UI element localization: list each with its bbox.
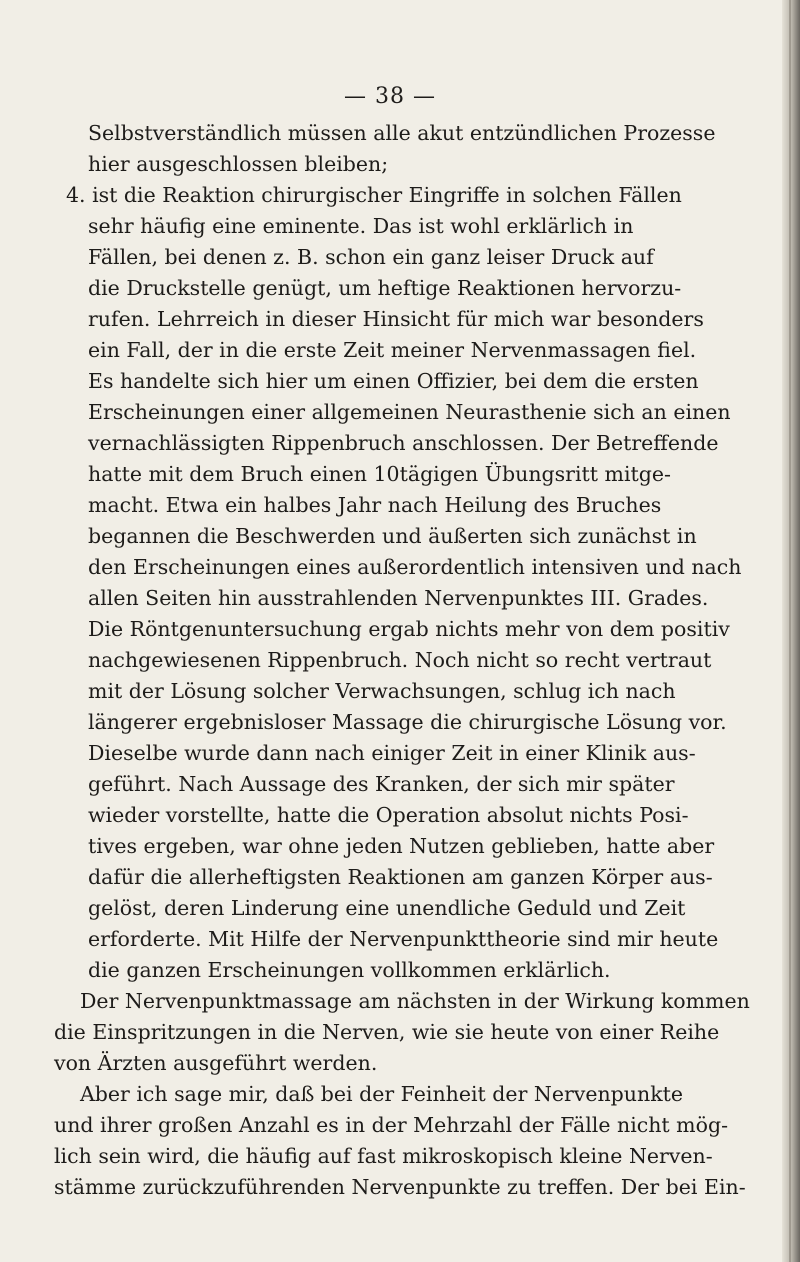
text-line: die Einspritzungen in die Nerven, wie sie heute von einer Reihe [54,1020,720,1044]
text-line: rufen. Lehrreich in dieser Hinsicht für mich war besonders [88,307,704,331]
text-line: geführt. Nach Aussage des Kranken, der sich mir später [88,772,675,796]
text-line: hier ausgeschlossen bleiben; [88,152,389,176]
text-line: und ihrer großen Anzahl es in der Mehrzahl der Fälle nicht mög- [54,1113,729,1137]
text-line: Die Röntgenuntersuchung ergab nichts mehr von dem positiv [88,617,730,641]
text-line: wieder vorstellte, hatte die Operation absolut nichts Posi- [88,803,689,827]
text-line: begannen die Beschwerden und äußerten sich zunächst in [88,524,697,548]
text-line: sehr häufig eine eminente. Das ist wohl erklärlich in [88,214,634,238]
text-line: den Erscheinungen eines außerordentlich intensiven und nach [88,555,742,579]
text-line: 4. ist die Reaktion chirurgischer Eingriffe in solchen Fällen [66,183,682,207]
text-line: mit der Lösung solcher Verwachsungen, schlug ich nach [88,679,676,703]
text-line: längerer ergebnisloser Massage die chirurgische Lösung vor. [88,710,727,734]
text-line: ein Fall, der in die erste Zeit meiner Nervenmassagen fiel. [88,338,697,362]
page-edge-line [789,0,791,1262]
text-line: Aber ich sage mir, daß bei der Feinheit der Nervenpunkte [80,1082,683,1106]
text-line: vernachlässigten Rippenbruch anschlossen. Der Betreffende [88,431,719,455]
text-line: Der Nervenpunktmassage am nächsten in der Wirkung kommen [80,989,750,1013]
text-line: gelöst, deren Linderung eine unendliche Geduld und Zeit [88,896,686,920]
text-line: Dieselbe wurde dann nach einiger Zeit in einer Klinik aus- [88,741,696,765]
text-line: die Druckstelle genügt, um heftige Reaktionen hervorzu- [88,276,682,300]
text-line: Es handelte sich hier um einen Offizier, bei dem die ersten [88,369,699,393]
text-line: von Ärzten ausgeführt werden. [54,1051,378,1075]
text-line: Erscheinungen einer allgemeinen Neurasthenie sich an einen [88,400,731,424]
text-line: nachgewiesenen Rippenbruch. Noch nicht so recht vertraut [88,648,712,672]
text-line: stämme zurückzuführenden Nervenpunkte zu treffen. Der bei Ein- [54,1175,746,1199]
text-line: die ganzen Erscheinungen vollkommen erklärlich. [88,958,611,982]
text-line: Fällen, bei denen z. B. schon ein ganz leiser Druck auf [88,245,654,269]
text-line: Selbstverständlich müssen alle akut entzündlichen Prozesse [88,121,716,145]
text-line: lich sein wird, die häufig auf fast mikroskopisch kleine Nerven- [54,1144,713,1168]
page-number: — 38 — [344,84,436,109]
text-line: hatte mit dem Bruch einen 10tägigen Übungsritt mitge- [88,462,671,486]
text-line: dafür die allerheftigsten Reaktionen am ganzen Körper aus- [88,865,713,889]
text-line: allen Seiten hin ausstrahlenden Nervenpunktes III. Grades. [88,586,709,610]
page-edge-shadow [782,0,800,1262]
text-line: tives ergeben, war ohne jeden Nutzen geblieben, hatte aber [88,834,715,858]
text-line: erforderte. Mit Hilfe der Nervenpunkttheorie sind mir heute [88,927,719,951]
text-line: macht. Etwa ein halbes Jahr nach Heilung des Bruches [88,493,662,517]
